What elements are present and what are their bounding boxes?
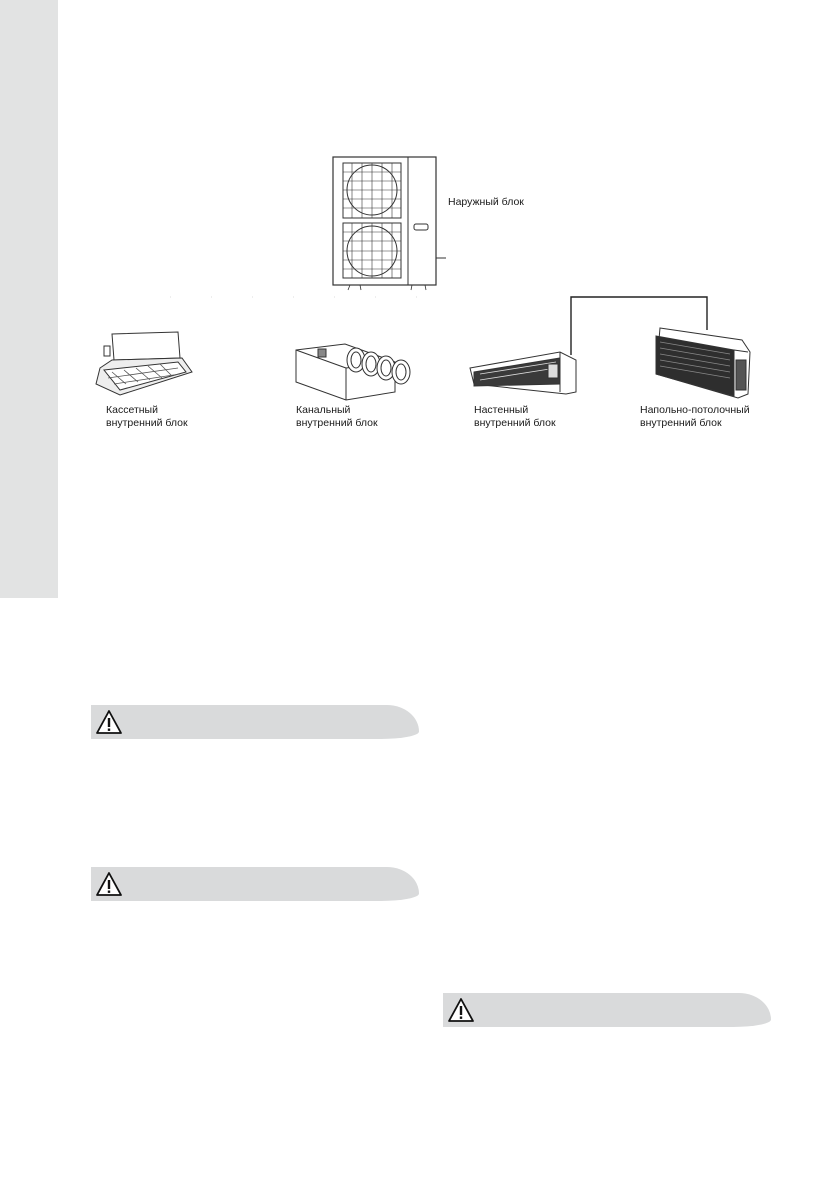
duct-unit-label-line1: Канальный xyxy=(296,404,351,416)
duct-unit-label xyxy=(296,404,378,430)
wall-unit-label xyxy=(474,404,556,430)
warning-triangle-icon xyxy=(95,708,123,736)
floor-ceiling-unit-label-line2: внутренний блок xyxy=(640,417,722,429)
wall-unit-label-line2: внутренний блок xyxy=(474,417,556,429)
wall-unit-image xyxy=(470,352,576,394)
cassette-unit-image xyxy=(96,332,192,395)
floor-ceiling-unit-label-line1: Напольно-потолочный xyxy=(640,404,750,416)
warning-triangle-icon xyxy=(447,996,475,1024)
cassette-unit-label-line1: Кассетный xyxy=(106,404,158,416)
warning-triangle-icon xyxy=(95,870,123,898)
wall-unit-label-line1: Настенный xyxy=(474,404,529,416)
outdoor-unit-image xyxy=(333,157,446,290)
outdoor-unit-label: Наружный блок xyxy=(448,196,524,208)
warning-bar-2 xyxy=(91,867,419,901)
duct-unit-label-line2: внутренний блок xyxy=(296,417,378,429)
cassette-unit-label xyxy=(106,404,188,430)
floor-ceiling-unit-label xyxy=(640,404,750,430)
duct-unit-image xyxy=(296,344,410,400)
system-diagram xyxy=(0,0,839,460)
cassette-unit-label-line2: внутренний блок xyxy=(106,417,188,429)
warning-bar-1 xyxy=(91,705,419,739)
floor-ceiling-unit-image xyxy=(656,328,750,398)
warning-bar-3 xyxy=(443,993,771,1027)
